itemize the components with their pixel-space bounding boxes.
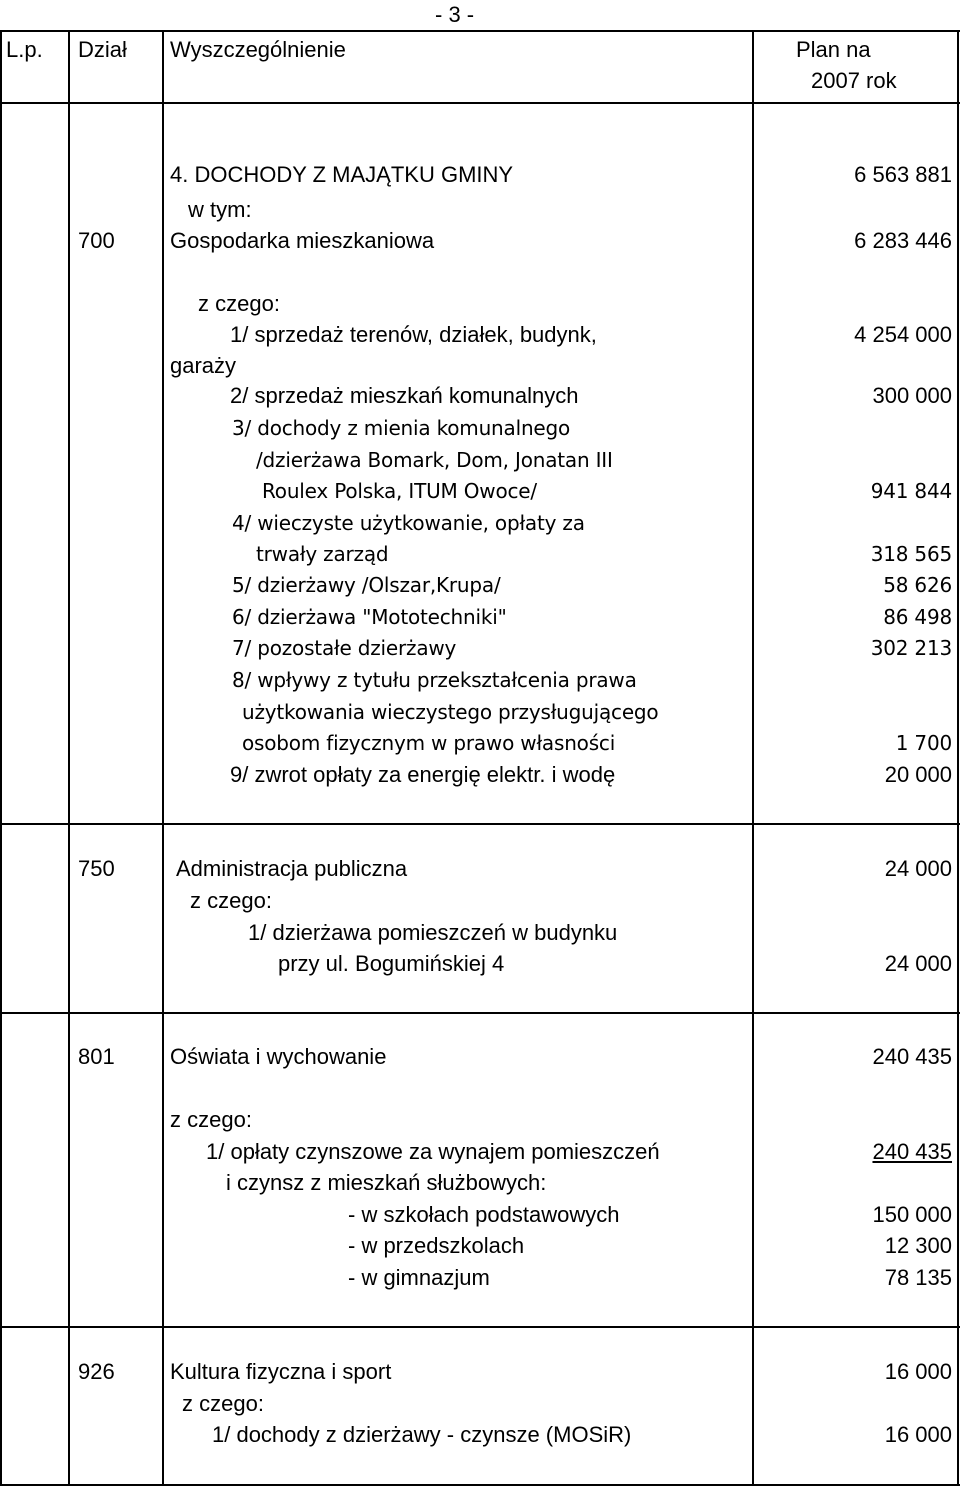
section-title: 4. DOCHODY Z MAJĄTKU GMINY — [170, 162, 514, 187]
item-700-4-line2: trwały zarząd — [256, 542, 389, 566]
z-czego-label: z czego: — [198, 291, 280, 316]
header-dzial: Dział — [78, 37, 127, 62]
grid-header-bottom — [0, 102, 960, 104]
dzial-value-700: 6 283 446 — [854, 228, 952, 253]
item-700-8-line1: 8/ wpływy z tytułu przekształcenia prawa — [232, 668, 637, 692]
grid-col-lp-divider — [68, 30, 70, 1486]
grid-row-750-bottom — [0, 1012, 960, 1014]
item-700-7-value: 302 213 — [870, 636, 952, 660]
item-700-3-value: 941 844 — [870, 479, 952, 503]
item-750-1-line1: 1/ dzierżawa pomieszczeń w budynku — [248, 920, 618, 945]
item-700-7: 7/ pozostałe dzierżawy — [232, 636, 457, 660]
grid-col-plan-divider — [752, 30, 754, 1486]
item-801-1-line2: i czynsz z mieszkań służbowych: — [226, 1170, 547, 1195]
item-801-sub1-value: 150 000 — [872, 1202, 952, 1227]
grid-row-700-bottom — [0, 823, 960, 825]
header-lp: L.p. — [6, 37, 43, 62]
item-700-8-line3: osobom fizycznym w prawo własności — [242, 731, 616, 755]
grid-row-801-bottom — [0, 1326, 960, 1328]
item-926-1-value: 16 000 — [884, 1422, 952, 1447]
item-926-1: 1/ dochody z dzierżawy - czynsze (MOSiR) — [212, 1422, 632, 1447]
item-700-8-line2: użytkowania wieczystego przysługującego — [242, 700, 659, 724]
dzial-value-926: 16 000 — [884, 1359, 952, 1384]
item-700-9-value: 20 000 — [884, 762, 952, 787]
dzial-value-750: 24 000 — [884, 856, 952, 881]
dzial-code-926: 926 — [78, 1359, 115, 1384]
dzial-name-700: Gospodarka mieszkaniowa — [170, 228, 435, 253]
grid-top-border — [0, 30, 960, 32]
item-700-5-value: 58 626 — [883, 573, 952, 597]
grid-bottom-border — [0, 1484, 960, 1486]
z-czego-label-926: z czego: — [182, 1391, 264, 1416]
item-700-9: 9/ zwrot opłaty za energię elektr. i wodę — [230, 762, 616, 787]
z-czego-label-750: z czego: — [190, 888, 272, 913]
item-700-6-value: 86 498 — [883, 605, 952, 629]
grid-left-border — [0, 30, 2, 1486]
item-700-3-line1: 3/ dochody z mienia komunalnego — [232, 416, 571, 440]
dzial-name-801: Oświata i wychowanie — [170, 1044, 387, 1069]
item-750-1-line2: przy ul. Bogumińskiej 4 — [278, 951, 505, 976]
item-801-sub2: - w przedszkolach — [348, 1233, 525, 1258]
item-700-2: 2/ sprzedaż mieszkań komunalnych — [230, 383, 579, 408]
grid-right-border — [957, 30, 959, 1486]
item-700-1-line1: 1/ sprzedaż terenów, działek, budynk, — [230, 322, 597, 347]
item-700-4-value: 318 565 — [870, 542, 952, 566]
item-801-sub3-value: 78 135 — [884, 1265, 952, 1290]
z-czego-label-801: z czego: — [170, 1107, 252, 1132]
page-number: - 3 - — [435, 2, 475, 27]
item-700-4-line1: 4/ wieczyste użytkowanie, opłaty za — [232, 511, 585, 535]
dzial-code-801: 801 — [78, 1044, 115, 1069]
header-plan-line1: Plan na — [796, 37, 871, 62]
item-801-sub3: - w gimnazjum — [348, 1265, 490, 1290]
dzial-code-700: 700 — [78, 228, 115, 253]
item-750-1-value: 24 000 — [884, 951, 952, 976]
item-801-1-line1: 1/ opłaty czynszowe za wynajem pomieszczeń — [206, 1139, 660, 1164]
item-700-2-value: 300 000 — [872, 383, 952, 408]
item-801-sub2-value: 12 300 — [884, 1233, 952, 1258]
header-wyszczegolnienie: Wyszczególnienie — [170, 37, 346, 62]
dzial-value-801: 240 435 — [872, 1044, 952, 1069]
grid-col-dzial-divider — [162, 30, 164, 1486]
item-700-1-value: 4 254 000 — [854, 322, 952, 347]
header-plan-line2: 2007 rok — [811, 68, 897, 93]
w-tym-label: w tym: — [188, 197, 252, 222]
item-700-3-line2: /dzierżawa Bomark, Dom, Jonatan III — [256, 448, 613, 472]
dzial-name-926: Kultura fizyczna i sport — [170, 1359, 392, 1384]
item-700-5: 5/ dzierżawy /Olszar,Krupa/ — [232, 573, 501, 597]
item-700-8-value: 1 700 — [895, 731, 952, 755]
item-801-sub1: - w szkołach podstawowych — [348, 1202, 620, 1227]
item-700-6: 6/ dzierżawa "Mototechniki" — [232, 605, 507, 629]
item-700-1-line2: garaży — [170, 353, 237, 378]
item-700-3-line3: Roulex Polska, ITUM Owoce/ — [262, 479, 537, 503]
dzial-code-750: 750 — [78, 856, 115, 881]
item-801-1-value: 240 435 — [872, 1139, 952, 1164]
section-total: 6 563 881 — [854, 162, 952, 187]
dzial-name-750: Administracja publiczna — [176, 856, 408, 881]
